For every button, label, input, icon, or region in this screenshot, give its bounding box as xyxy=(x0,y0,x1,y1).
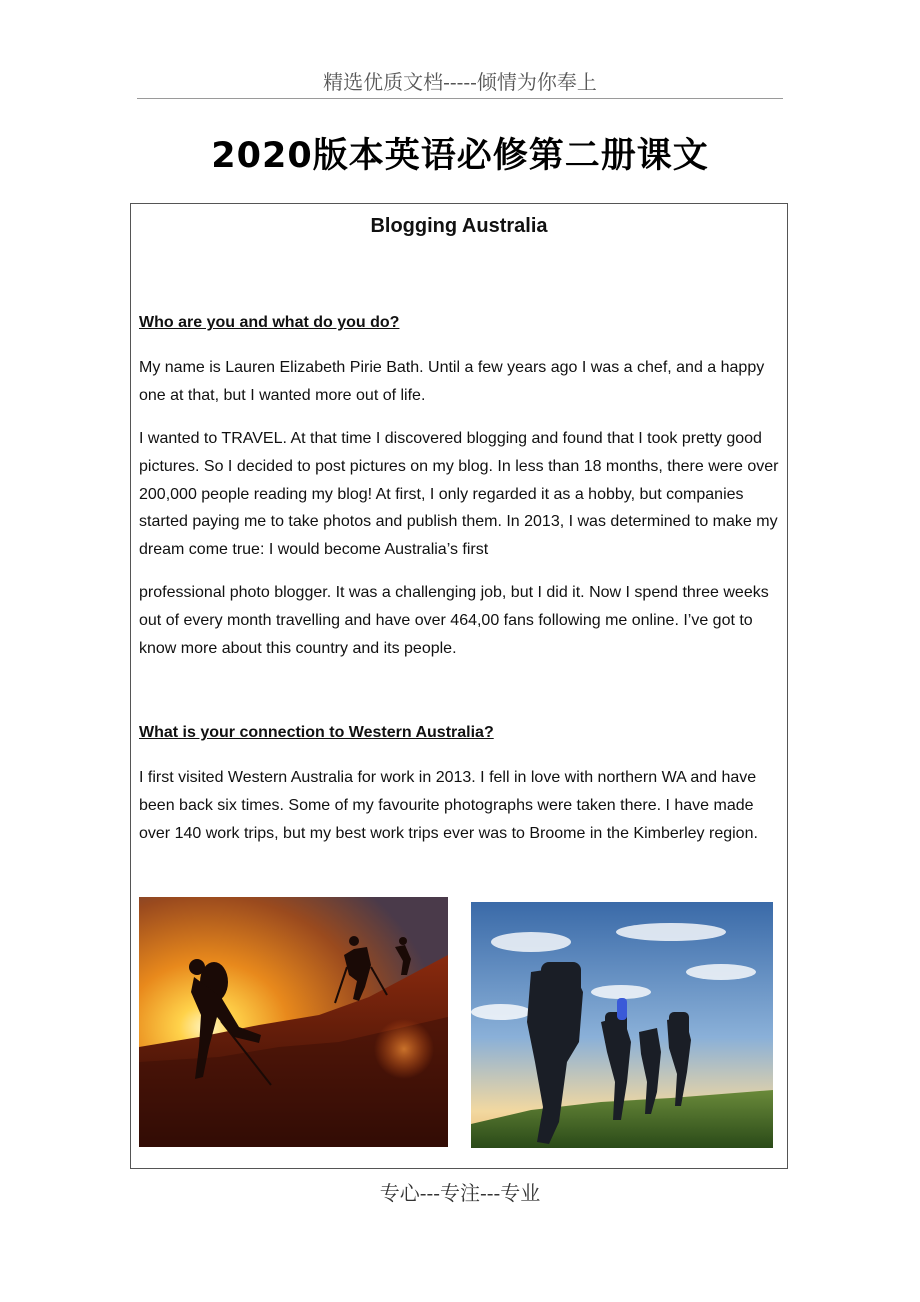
paragraph-1: My name is Lauren Elizabeth Pirie Bath. Until a few years ago I was a chef, and a happy one at that, but I wanted more out of life. xyxy=(139,359,765,404)
paragraph-2: I wanted to TRAVEL. At that time I discovered blogging and found that I took pretty good pictures. So I decided to post pictures on my blog. In less than 18 months, there were over 200,000 people reading my blog! At first, I only regarded it as a hobby, but companies started paying me to take photos and publish them. In 2013, I was determined to make my dream come true: I would become Australia’s first xyxy=(139,430,779,559)
paragraph-3: professional photo blogger. It was a challenging job, but I did it. Now I spend three weeks out of every month travelling and have over 464,00 fans following me online. I’ve got to know more about this country and its people. xyxy=(139,584,769,657)
photo-hikers-grassy-hill xyxy=(471,902,773,1148)
question-heading-1: Who are you and what do you do? xyxy=(139,314,400,331)
question-heading-2: What is your connection to Western Australia? xyxy=(139,724,494,741)
header-divider xyxy=(137,98,783,99)
page-header: 精选优质文档-----倾情为你奉上 xyxy=(323,70,597,94)
document-title: 2020版本英语必修第二册课文 xyxy=(211,136,709,176)
page-footer: 专心---专注---专业 xyxy=(379,1181,541,1205)
photo-hikers-sunset-dune xyxy=(139,897,448,1147)
article-title: Blogging Australia xyxy=(370,215,548,237)
paragraph-4: I first visited Western Australia for work in 2013. I fell in love with northern WA and have been back six times. Some of my favourite photographs were taken there. I have made over 140 work trips, but my best work trips ever was to Broome in the Kimberley region. xyxy=(139,769,758,842)
